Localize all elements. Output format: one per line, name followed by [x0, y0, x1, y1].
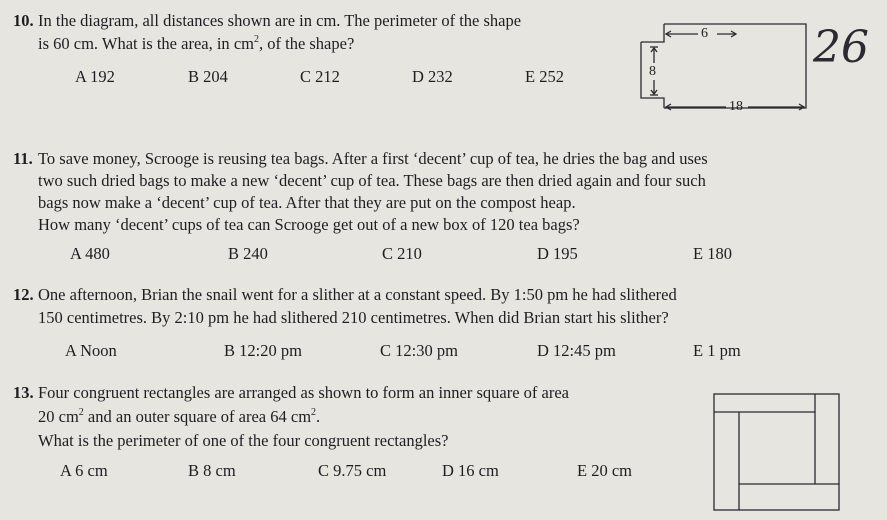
q11-option-c: C 210 [382, 244, 422, 263]
q12-text-line1: One afternoon, Brian the snail went for a slither at a constant speed. By 1:50 pm he had slithered [38, 285, 677, 304]
q10-text-line1: In the diagram, all distances shown are in cm. The perimeter of the shape [38, 11, 522, 30]
q11-option-b: B 240 [228, 244, 268, 263]
q10-label-side: 8 [649, 64, 656, 79]
q13-option-d: D 16 cm [442, 461, 499, 480]
handwritten-answer: 26 [813, 22, 869, 73]
q10-option-d: D 232 [412, 67, 453, 86]
q13-text-line1: Four congruent rectangles are arranged as shown to form an inner square of area [38, 383, 569, 402]
q13-number: 13. [13, 383, 34, 402]
q10-option-b: B 204 [188, 67, 228, 86]
q13-option-e: E 20 cm [577, 461, 632, 480]
q13-option-a: A 6 cm [60, 461, 108, 480]
q12-number: 12. [13, 285, 34, 304]
q12-option-a: A Noon [65, 341, 117, 360]
q10-text-line2: is 60 cm. What is the area, in $cm^2$, of the shape? [38, 34, 355, 53]
q12-option-c: C 12:30 pm [380, 341, 458, 360]
q13-option-b: B 8 cm [188, 461, 236, 480]
q10-label-top: 6 [701, 26, 708, 41]
q11-option-a: A 480 [70, 244, 110, 263]
q11-text-line1: To save money, Scrooge is reusing tea bags. After a first ‘decent’ cup of tea, he dries the bag and uses [38, 149, 708, 168]
q13-text-line2: 20 $cm^2$ and an outer square of area 64 $cm^2$. [38, 407, 321, 426]
q13-option-c: C 9.75 cm [318, 461, 387, 480]
q10-option-e: E 252 [525, 67, 564, 86]
q13-text-line3: What is the perimeter of one of the four congruent rectangles? [38, 431, 449, 450]
q10-option-a: A 192 [75, 67, 115, 86]
q10-number: 10. [13, 11, 34, 30]
q11-text-line4: How many ‘decent’ cups of tea can Scrooge get out of a new box of 120 tea bags? [38, 215, 580, 234]
q11-text-line3: bags now make a ‘decent’ cup of tea. After that they are put on the compost heap. [38, 193, 576, 212]
q12-option-e: E 1 pm [693, 341, 741, 360]
q12-option-b: B 12:20 pm [224, 341, 302, 360]
q11-option-d: D 195 [537, 244, 578, 263]
q12-option-d: D 12:45 pm [537, 341, 616, 360]
q11-option-e: E 180 [693, 244, 732, 263]
q12-text-line2: 150 centimetres. By 2:10 pm he had slithered 210 centimetres. When did Brian start his slither? [38, 308, 669, 327]
q10-label-bottom: 18 [729, 99, 743, 114]
q11-text-line2: two such dried bags to make a new ‘decent’ cup of tea. These bags are then dried again and four such [38, 171, 706, 190]
q11-number: 11. [13, 149, 33, 168]
q10-option-c: C 212 [300, 67, 340, 86]
